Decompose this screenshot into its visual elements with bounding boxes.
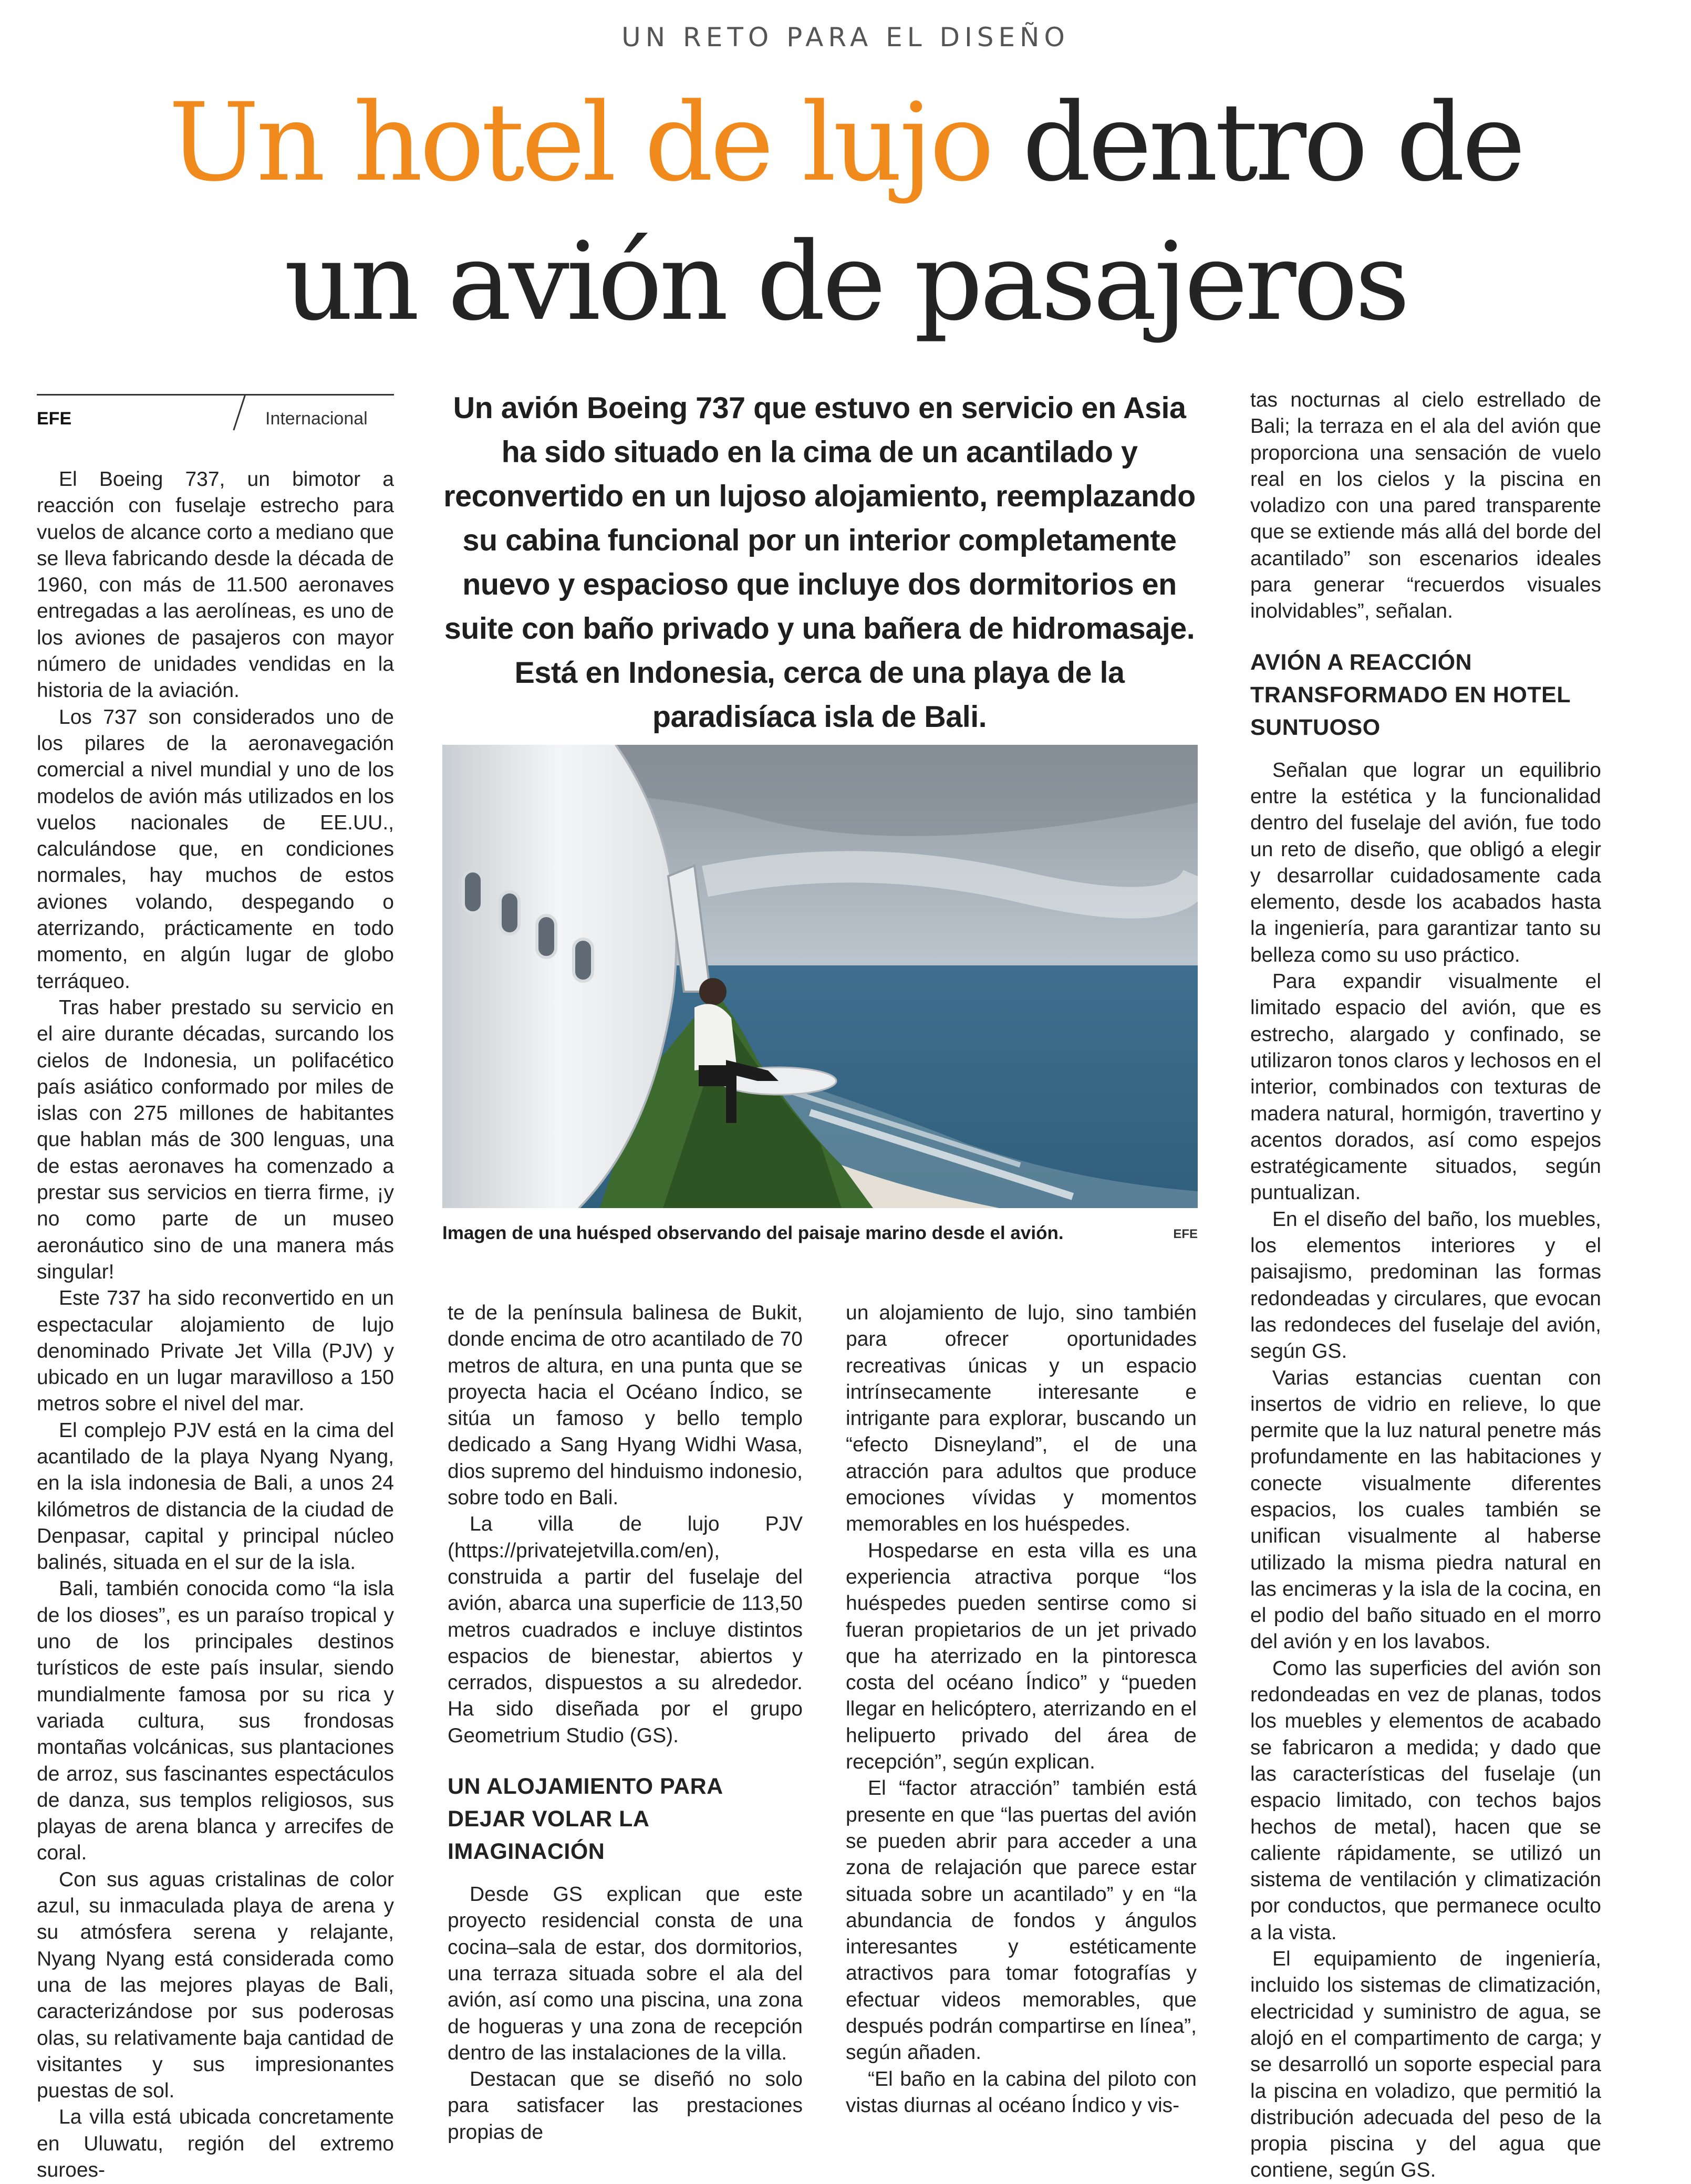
paragraph: Destacan que se diseñó no solo para satisfacer las prestaciones propias de [448, 2068, 803, 2144]
paragraph: La villa está ubicada concretamente en Uluwatu, región del extremo suroes- [37, 2106, 394, 2181]
byline [37, 383, 394, 429]
paragraph: Los 737 son considerados uno de los pilares de la aeronavegación comercial a nivel mundial y uno de los modelos de avión más utilizados en los vuelos nacionales de EE.UU., calculándose que, en condiciones normales, hay muchos de estos aviones volando, despegando o aterrizando, prácticamente en todo momento, en algún lugar de globo terráqueo. [37, 705, 394, 993]
subheading: UN ALOJAMIENTO PARA DEJAR VOLAR LA IMAGINACIÓN [448, 1774, 723, 1865]
article-column-2 [448, 1300, 803, 2146]
paragraph: El equipamiento de ingeniería, incluido los sistemas de climatización, electricidad y suministro de agua, se alojó en el compartimento de carga; y se desarrolló un soporte especial para la piscina en voladizo, que permitió la distribución adecuada del peso de la propia piscina y del agua que contiene, según GS. [1250, 1948, 1601, 2182]
article-photo [442, 745, 1198, 1208]
headline-line1-rest: dentro de [991, 80, 1523, 205]
headline-line2: un avión de pasajeros [284, 220, 1407, 345]
paragraph: “El baño en la cabina del piloto con vistas diurnas al océano Índico y vis- [846, 2067, 1197, 2117]
kicker: UN RETO PARA EL DISEÑO [621, 22, 1070, 53]
paragraph: Para expandir visualmente el limitado espacio del avión, que es estrecho, alargado y confinado, se utilizaron tonos claros y lechosos en el interior, combinados con texturas de madera natural, hormigón, travertino y acentos dorados, así como espejos estratégicamente situados, según puntualizan. [1250, 970, 1601, 1204]
paragraph: Con sus aguas cristalinas de color azul, su inmaculada playa de arena y su atmósfera serena y relajante, Nyang Nyang está considerada como una de las mejores playas de Bali, caracterizándose por sus poderosas olas, su relativamente baja cantidad de visitantes y sus impresionantes puestas de sol. [37, 1868, 394, 2103]
paragraph: Como las superficies del avión son redondeadas en vez de planas, todos los muebles y elementos de acabado se fabricaron a medida; y dado que las características del fuselaje (un espacio limitado, con techos bajos hechos de metal), hacen que se caliente rápidamente, se utilizó un sistema de ventilación y climatización por conductos, que permanece oculto a la vista. [1250, 1657, 1601, 1944]
byline-agency: EFE [37, 409, 72, 429]
photo-caption [442, 1223, 1198, 1244]
byline-rule [37, 394, 394, 396]
paragraph: La villa de lujo PJV (https://privatejetvilla.com/en), construida a partir del fuselaje del avión, abarca una superficie de 113,50 metros cuadrados e incluye distintos espacios de bienestar, abiertos y cerrados, dispuestos a su alrededor. Ha sido diseñada por el grupo Geometrium Studio (GS). [448, 1513, 803, 1747]
paragraph: Señalan que lograr un equilibrio entre la estética y la funcionalidad dentro del fuselaje del avión, fue todo un reto de diseño, que obligó a elegir y desarrollar cuidadosamente cada elemento, desde los acabados hasta la ingeniería, para garantizar tanto su belleza como su uso práctico. [1250, 758, 1601, 966]
article-column-3 [846, 1300, 1197, 2119]
caption-text: Imagen de una huésped observando del paisaje marino desde el avión. [442, 1223, 1064, 1243]
paragraph: El Boeing 737, un bimotor a reacción con fuselaje estrecho para vuelos de alcance corto a mediano que se lleva fabricando desde la década de 1960, con más de 11.500 aeronaves entregadas a las aerolíneas, es uno de los aviones de pasajeros con mayor número de unidades vendidas en la historia de la aviación. [37, 468, 394, 702]
photo-credit: EFE [1173, 1227, 1198, 1241]
headline [0, 74, 1691, 352]
headline-highlight: Un hotel de lujo [168, 80, 991, 205]
lead-paragraph: Un avión Boeing 737 que estuvo en servicio en Asia ha sido situado en la cima de un acantilado y reconvertido en un lujoso alojamiento, reemplazando su cabina funcional por un interior completamente nuevo y espacioso que incluye dos dormitorios en suite con baño privado y una bañera de hidromasaje. Está en Indonesia, cerca de una playa de la paradisíaca isla de Bali. [443, 391, 1196, 734]
paragraph: te de la península balinesa de Bukit, donde encima de otro acantilado de 70 metros de altura, en una punta que se proyecta hacia el Océano Índico, se sitúa un famoso y bello templo dedicado a Sang Hyang Widhi Wasa, dios supremo del hinduismo indonesio, sobre todo en Bali. [448, 1302, 803, 1510]
byline-divider [233, 395, 245, 431]
paragraph: Tras haber prestado su servicio en el aire durante décadas, surcando los cielos de Indonesia, un polifacético país asiático conformado por miles de islas con 275 millones de habitantes que hablan más de 300 lenguas, una de estas aeronaves ha comenzado a prestar sus servicios en tierra firme, ¡y no como parte de un museo aeronáutico sino de una manera más singular! [37, 996, 394, 1283]
paragraph: En el diseño del baño, los muebles, los elementos interiores y el paisajismo, predominan las formas redondeadas y circulares, que evocan las redondeces del fuselaje del avión, según GS. [1250, 1208, 1601, 1363]
paragraph: El complejo PJV está en la cima del acantilado de la playa Nyang Nyang, en la isla indonesia de Bali, a unos 24 kilómetros de distancia de la ciudad de Denpasar, capital y principal núcleo balinés, situada en el sur de la isla. [37, 1419, 394, 1574]
paragraph: Este 737 ha sido reconvertido en un espectacular alojamiento de lujo denominado Private Jet Villa (PJV) y ubicado en un lugar maravilloso a 150 metros sobre el nivel del mar. [37, 1287, 394, 1416]
paragraph: Hospedarse en esta villa es una experiencia atractiva porque “los huéspedes pueden sentirse como si fueran propietarios de un jet privado que ha aterrizado en la pintoresca costa del océano Índico” y “pueden llegar en helicóptero, aterrizando en el helipuerto privado del área de recepción”, según explican. [846, 1539, 1197, 1774]
paragraph: Desde GS explican que este proyecto residencial consta de una cocina–sala de estar, dos dormitorios, una terraza situada sobre el ala del avión, así como una piscina, una zona de hogueras y una zona de recepción dentro de las instalaciones de la villa. [448, 1883, 803, 2064]
subheading: AVIÓN A REACCIÓN TRANSFORMADO EN HOTEL SUNTUOSO [1250, 649, 1571, 740]
article-column-1 [37, 466, 394, 2183]
paragraph: Varias estancias cuentan con insertos de vidrio en relieve, lo que permite que la luz natural penetre más profundamente en las habitaciones y conecte visualmente diferentes espacios, los cuales también se unifican visualmente al haberse utilizado la misma piedra natural en las encimeras y la isla de la cocina, en el podio del baño situado en el morro del avión y en los lavabos. [1250, 1366, 1601, 1653]
byline-section: Internacional [265, 409, 368, 429]
paragraph: Bali, también conocida como “la isla de los dioses”, es un paraíso tropical y uno de los principales destinos turísticos de este país insular, siendo mundialmente famosa por su rica y variada cultura, sus frondosas montañas volcánicas, sus plantaciones de arroz, sus fascinantes espectáculos de danza, sus templos religiosos, sus playas de arena blanca y arrecifes de coral. [37, 1577, 394, 1865]
paragraph: El “factor atracción” también está presente en que “las puertas del avión se pueden abrir para acceder a una zona de relajación que parece estar situada sobre un acantilado” y en “la abundancia de fondos y ángulos interesantes y estéticamente atractivos para tomar fotografías y efectuar videos memorables, que después podrán compartirse en línea”, según añaden. [846, 1777, 1197, 2064]
paragraph: tas nocturnas al cielo estrellado de Bali; la terraza en el ala del avión que proporciona una sensación de vuelo real en los cielos y la piscina en voladizo con una pared transparente que se extiende más allá del borde del acantilado” son escenarios ideales para generar “recuerdos visuales inolvidables”, señalan. [1250, 389, 1601, 623]
paragraph: un alojamiento de lujo, sino también para ofrecer oportunidades recreativas únicas y un espacio intrínsecamente interesante e intrigante para explorar, buscando un “efecto Disneyland”, el de una atracción para adultos que produce emociones vívidas y momentos memorables en los huéspedes. [846, 1302, 1197, 1536]
article-column-4 [1250, 387, 1601, 2184]
